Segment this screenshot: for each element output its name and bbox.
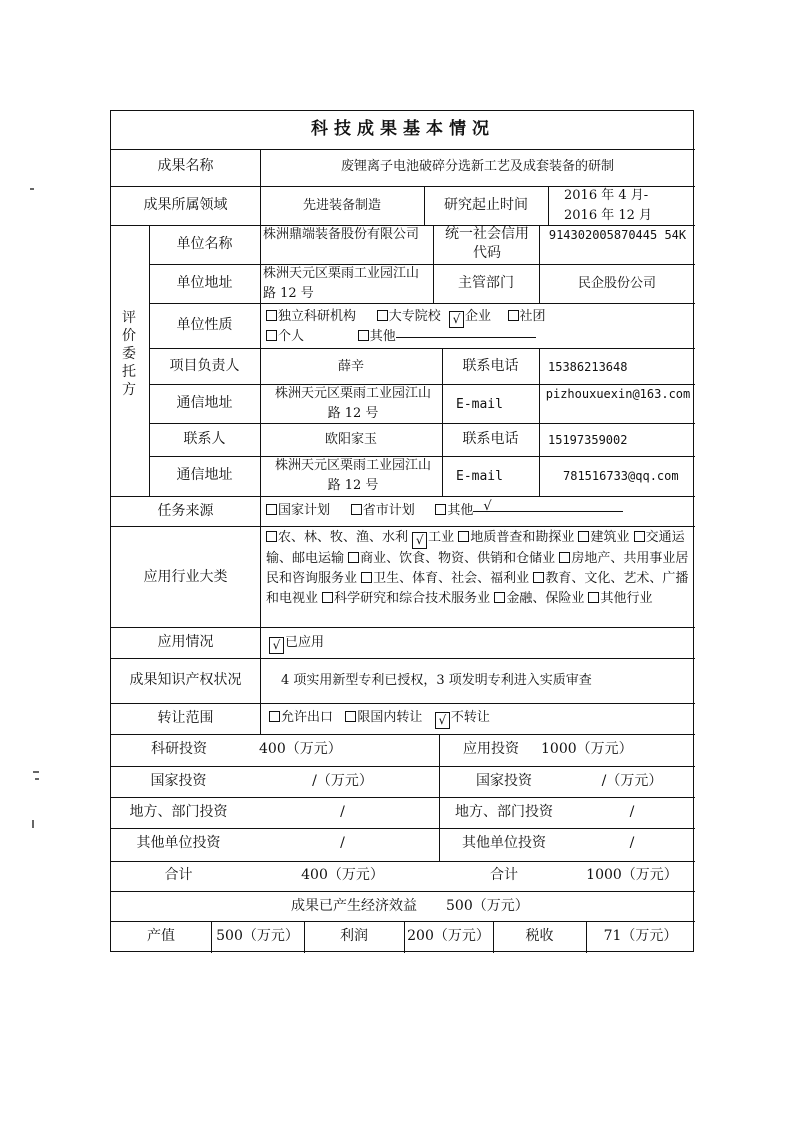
application-invest-value: 1000（万元）: [541, 741, 633, 757]
checkbox-icon[interactable]: [266, 330, 277, 341]
other-invest-right: /: [629, 835, 635, 851]
industry-option: 科学研究和综合技术服务业: [334, 591, 491, 606]
checked-box-icon[interactable]: √: [412, 532, 427, 549]
contact-phone-label: 联系电话: [462, 431, 519, 447]
industry-option: 房地产、共用事业居民和咨询服务业: [266, 551, 689, 586]
checkbox-icon[interactable]: [494, 592, 505, 603]
other-fill-line[interactable]: [396, 337, 536, 338]
checkbox-icon[interactable]: [435, 504, 446, 515]
nature-option-other: 其他: [369, 329, 396, 344]
checkbox-icon[interactable]: [458, 531, 469, 542]
profit-value: 200（万元）: [407, 928, 490, 944]
checkbox-icon[interactable]: [351, 504, 362, 515]
industry-option: 工业: [428, 530, 455, 545]
result-name-label: 成果名称: [157, 158, 214, 174]
industry-option: 地质普查和勘探业: [470, 530, 575, 545]
output-label: 产值: [147, 928, 175, 944]
transfer-label: 转让范围: [157, 710, 214, 726]
benefit-label: 成果已产生经济效益: [291, 898, 417, 914]
task-option-province: 省市计划: [362, 503, 415, 518]
checkbox-icon[interactable]: [508, 310, 519, 321]
unit-address-value: 株洲天元区栗雨工业园江山路 12 号: [263, 266, 420, 301]
address2-value: 株洲天元区栗雨工业园江山路 12 号: [275, 458, 432, 493]
contact-label: 联系人: [183, 431, 226, 447]
checkbox-icon[interactable]: [533, 572, 544, 583]
credit-code-label: 统一社会信用代码: [445, 226, 529, 261]
nature-option-enterprise: 企业: [464, 309, 491, 324]
other-invest-label-right: 其他单位投资: [462, 835, 546, 851]
scan-mark: [32, 820, 34, 828]
transfer-option-export: 允许出口: [281, 710, 334, 725]
research-invest-label: 科研投资: [151, 741, 207, 757]
nature-line-1: [266, 307, 546, 328]
address2-label: 通信地址: [176, 467, 233, 483]
nature-option-research: 独立科研机构: [278, 309, 357, 324]
checkbox-icon[interactable]: [266, 531, 277, 542]
application-invest-label: 应用投资: [463, 741, 519, 757]
transfer-options: [269, 708, 490, 729]
result-name-value: 废锂离子电池破碎分选新工艺及成套装备的研制: [340, 159, 614, 174]
task-source-options: [266, 501, 623, 521]
checkbox-icon[interactable]: [361, 572, 372, 583]
output-value: 500（万元）: [216, 928, 299, 944]
entrust-group-label: 评价委托方: [122, 310, 136, 398]
national-invest-label-right: 国家投资: [476, 773, 532, 789]
industry-option: 其他行业: [600, 591, 653, 606]
industry-option: 农、林、牧、渔、水利: [278, 530, 409, 545]
ip-value: 4 项实用新型专利已授权，3 项发明专利进入实质审查: [281, 673, 592, 688]
application-option: [269, 633, 324, 654]
checkbox-icon[interactable]: [377, 310, 388, 321]
scan-mark: [35, 778, 39, 780]
contact-value: 欧阳家玉: [324, 432, 377, 447]
total-invest-right: 1000（万元）: [586, 867, 678, 883]
address1-value: 株洲天元区栗雨工业园江山路 12 号: [275, 386, 432, 421]
national-invest-label: 国家投资: [150, 773, 207, 789]
authority-value: 民企股份公司: [577, 276, 656, 291]
industry-option: 商业、饮食、物资、供销和仓储业: [360, 551, 556, 566]
ip-label: 成果知识产权状况: [129, 672, 242, 688]
tax-label: 税收: [525, 928, 554, 944]
leader-label: 项目负责人: [169, 358, 240, 374]
unit-name-label: 单位名称: [176, 236, 233, 252]
industry-option: 卫生、体育、社会、福利业: [373, 571, 530, 586]
checkbox-icon[interactable]: [266, 310, 277, 321]
unit-address-label: 单位地址: [176, 275, 233, 291]
period-label: 研究起止时间: [444, 197, 528, 213]
other-invest-left: /: [340, 835, 345, 851]
leader-phone-label: 联系电话: [462, 358, 519, 374]
checkbox-icon[interactable]: [634, 531, 645, 542]
profit-label: 利润: [340, 928, 368, 944]
email2-value: 781516733@qq.com: [563, 469, 679, 483]
unit-name-value: 株洲鼎端装备股份有限公司: [263, 227, 420, 242]
address1-label: 通信地址: [176, 395, 233, 411]
checkbox-icon[interactable]: [358, 330, 369, 341]
checked-box-icon[interactable]: √: [269, 637, 284, 654]
task-option-national: 国家计划: [278, 503, 331, 518]
domain-value: 先进装备制造: [302, 198, 381, 213]
checkbox-icon[interactable]: [266, 504, 277, 515]
industry-options: [266, 528, 691, 609]
result-info-table: [110, 110, 694, 952]
credit-code-value: 914302005870445 54K: [548, 228, 687, 242]
task-source-label: 任务来源: [157, 503, 214, 519]
nature-option-individual: 个人: [278, 329, 305, 344]
form-title: 科技成果基本情况: [311, 119, 495, 139]
task-option-other: 其他: [447, 503, 474, 518]
period-end: 2016 年 12 月: [564, 208, 653, 223]
total-invest-label-right: 合计: [490, 867, 518, 883]
transfer-option-domestic: 限国内转让: [357, 710, 423, 725]
period-start: 2016 年 4 月-: [564, 188, 649, 203]
scan-mark: [30, 188, 34, 190]
industry-option: 建筑业: [590, 530, 630, 545]
leader-phone-value: 15386213648: [548, 360, 628, 374]
research-invest-value: 400（万元）: [259, 741, 342, 757]
nature-option-society: 社团: [519, 309, 546, 324]
task-other-check: √: [483, 499, 492, 514]
scan-mark: [33, 771, 39, 773]
national-invest-left: /（万元）: [312, 773, 373, 789]
industry-option: 教育、文化、艺术、广播和电视业: [266, 571, 689, 606]
local-invest-right: /: [629, 804, 635, 820]
contact-phone-value: 15197359002: [548, 433, 628, 447]
unit-nature-label: 单位性质: [176, 317, 233, 333]
checkbox-icon[interactable]: [345, 711, 356, 722]
nature-option-college: 大专院校: [388, 309, 441, 324]
industry-option: 交通运输、邮电运输: [266, 530, 685, 566]
checkbox-icon[interactable]: [348, 552, 359, 563]
checkbox-icon[interactable]: [588, 592, 599, 603]
other-invest-label: 其他单位投资: [136, 835, 221, 851]
domain-label: 成果所属领域: [143, 197, 228, 213]
email1-value: pizhouxuexin@163.com: [545, 387, 691, 401]
checkbox-icon[interactable]: [578, 531, 589, 542]
local-invest-left: /: [340, 804, 345, 820]
local-invest-label: 地方、部门投资: [129, 804, 228, 820]
nature-line-2: [266, 327, 536, 347]
leader-value: 薛辛: [337, 359, 364, 374]
benefit-value: 500（万元）: [446, 898, 529, 914]
checked-box-icon[interactable]: √: [435, 712, 450, 729]
email1-label: E-mail: [456, 397, 503, 412]
email2-label: E-mail: [456, 469, 503, 484]
industry-option: 金融、保险业: [506, 591, 585, 606]
application-option-label: 已应用: [285, 635, 325, 650]
checkbox-icon[interactable]: [559, 552, 570, 563]
local-invest-label-right: 地方、部门投资: [455, 804, 553, 820]
total-invest-label: 合计: [164, 867, 193, 883]
checkbox-icon[interactable]: [322, 592, 333, 603]
total-invest-left: 400（万元）: [301, 867, 384, 883]
checked-box-icon[interactable]: √: [449, 311, 464, 328]
application-label: 应用情况: [157, 634, 214, 650]
task-other-fill-line[interactable]: [473, 499, 623, 514]
industry-label: 应用行业大类: [143, 569, 228, 585]
authority-label: 主管部门: [458, 275, 514, 291]
national-invest-right: /（万元）: [601, 773, 663, 789]
checkbox-icon[interactable]: [269, 711, 280, 722]
tax-value: 71（万元）: [603, 928, 678, 944]
transfer-option-none: 不转让: [450, 710, 490, 725]
